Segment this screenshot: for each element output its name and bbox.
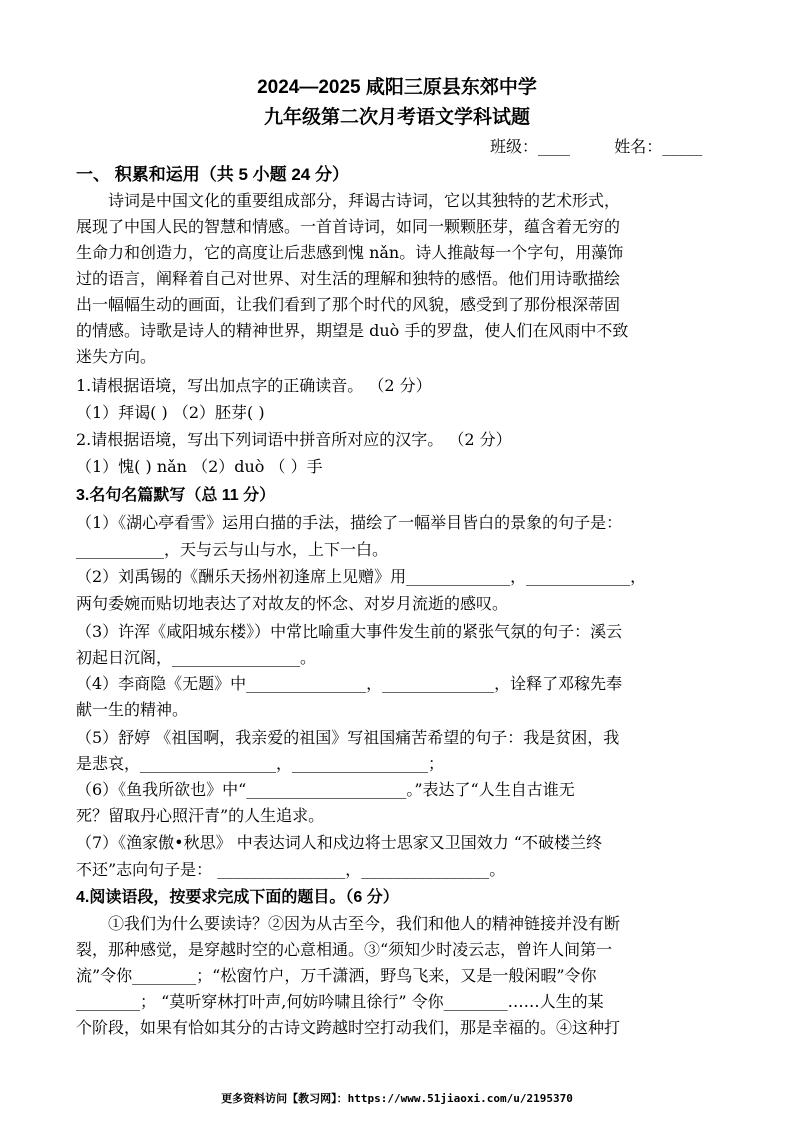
question-4-line: ①我们为什么要读诗？②因为从古至今，我们和他人的精神链接并没有断	[76, 914, 621, 933]
passage-line: 迷失方向。	[76, 347, 157, 366]
question-3-line: （3）许浑《咸阳城东楼》）中常比喻重大事件发生前的紧张气氛的句子：溪云	[76, 622, 623, 641]
question-4-line: 裂，那种感觉，是穿越时空的心意相通。③“须知少时凌云志，曾许人间第一	[76, 940, 613, 959]
question-1-stem: 1.请根据语境，写出加点字的正确读音。 （2 分）	[76, 376, 432, 395]
question-3-line: 是悲哀，_________________，_________________；	[76, 754, 445, 773]
name-label: 姓名：_____	[614, 137, 703, 156]
question-3-line: 不还”志向句子是： ________________，________________。	[76, 860, 506, 879]
class-label: 班级：____	[490, 137, 571, 156]
question-4-line: ________； “莫听穿林打叶声,何妨吟啸且徐行” 令你________……人生的某	[76, 992, 604, 1011]
passage-line: 的情感。诗歌是诗人的精神世界，期望是 duò 手的罗盘，使人们在风雨中不致	[76, 321, 629, 340]
exam-title-line2: 九年级第二次月考语文学科试题	[263, 107, 530, 128]
question-4-line: 流”令你________；“松窗竹户，万千潇洒，野鸟飞来，又是一般闲暇”令你	[76, 966, 597, 985]
question-1-items: （1）拜谒( ) （2）胚芽( )	[76, 403, 265, 422]
passage-line: 过的语言，阐释着自己对世界、对生活的理解和独特的感悟。他们用诗歌描绘	[76, 269, 621, 288]
passage-line: 出一幅幅生动的画面，让我们看到了那个时代的风貌，感受到了那份根深蒂固	[76, 295, 621, 314]
student-info	[490, 134, 702, 157]
question-3-line: （6）《鱼我所欲也》中“____________________。”表达了“人生自古谁无	[76, 780, 575, 799]
passage-line: 生命力和创造力，它的高度让后悲感到愧 nǎn。诗人推敲每一个字句，用藻饰	[76, 243, 624, 262]
section-heading: 一、 积累和运用（共 5 小题 24 分）	[76, 165, 349, 184]
question-3-line: （4）李商隐《无题》中_______________，______________，诠释了邓稼先奉	[76, 674, 623, 693]
footer-link[interactable]: 更多资料访问【教习网】：https://www.51jiaoxi.com/u/2195370	[221, 1092, 573, 1105]
question-3-line: 初起日沉阁，________________。	[76, 648, 317, 667]
exam-title-line1: 2024—2025 咸阳三原县东郊中学	[257, 77, 537, 98]
question-3-line: （2）刘禹锡的《酬乐天扬州初逢席上见赠》用_____________，_____________，	[76, 567, 647, 586]
question-3-line: 死？留取丹心照汗青”的人生追求。	[76, 806, 325, 825]
question-3-line: ___________，天与云与山与水，上下一白。	[76, 540, 389, 559]
question-2-items: （1）愧( ) nǎn （2）duò （ ）手	[76, 457, 323, 476]
passage-line: 诗词是中国文化的重要组成部分，拜谒古诗词，它以其独特的艺术形式，	[76, 191, 621, 210]
question-3-line: 献一生的精神。	[76, 700, 189, 719]
question-4-line: 个阶段，如果有恰如其分的古诗文跨越时空打动我们，那是幸福的。④这种打	[76, 1018, 621, 1037]
question-3-line: （5）舒婷 《祖国啊，我亲爱的祖国》写祖国痛苦希望的句子：我是贫困，我	[76, 728, 620, 747]
question-3-line: 两句委婉而贴切地表达了对故友的怀念、对岁月流逝的感叹。	[76, 594, 509, 613]
question-3-line: （1）《湖心亭看雪》运用白描的手法，描绘了一幅举目皆白的景象的句子是：	[76, 513, 623, 532]
question-3-line: （7）《渔家傲•秋思》 中表达词人和戍边将士思家又卫国效力 “不破楼兰终	[76, 833, 602, 852]
passage-line: 展现了中国人民的智慧和情感。一首首诗词，如同一颗颗胚芽，蕴含着无穷的	[76, 217, 621, 236]
question-3-stem: 3.名句名篇默写（总 11 分）	[76, 487, 276, 504]
question-2-stem: 2.请根据语境，写出下列词语中拼音所对应的汉字。 （2 分）	[76, 430, 512, 449]
question-4-stem: 4.阅读语段，按要求完成下面的题目。（6 分）	[76, 889, 399, 906]
